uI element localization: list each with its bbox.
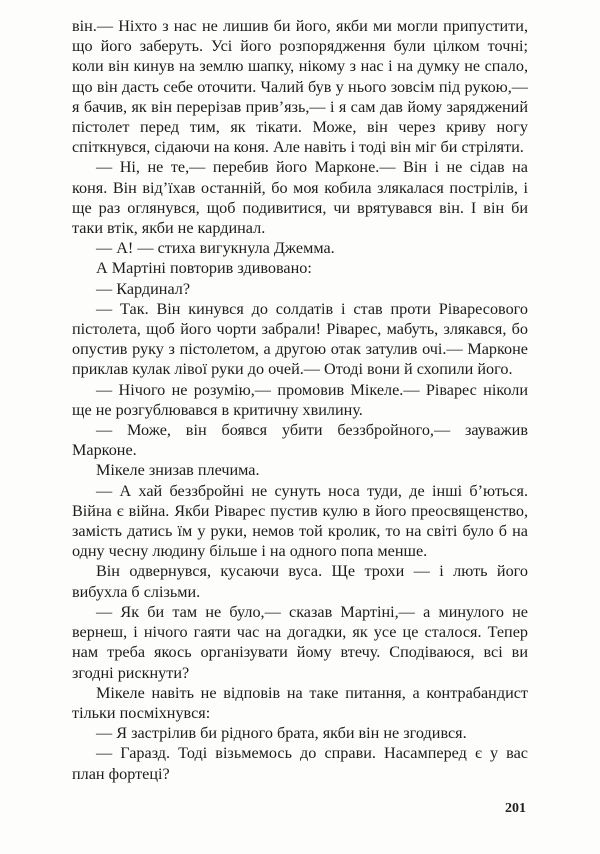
paragraph: — Як би там не було,— сказав Мартіні,— а минулого не вернеш, і нічого гаяти час на догадки, як усе це сталося. Тепер нам треба якось організувати йому втечу. Сподіваюся, всі ви згодні рискнути? xyxy=(72,602,528,682)
paragraph: він.— Ніхто з нас не лишив би його, якби ми могли припустити, що його заберуть. Усі його розпорядження були цілком точні; коли він кинув на землю шапку, нікому з нас і на думку не спало, що він дасть себе оточити. Чалий був у нього зовсім під рукою,— я бачив, як він перерізав прив’язь,— і я сам дав йому заряджений пістолет перед тим, як тікати. Може, він через криву ногу спіткнувся, сідаючи на коня. Але навіть і тоді він міг би стріляти. xyxy=(72,17,528,157)
paragraph: — Так. Він кинувся до солдатів і став проти Рівaресового пістолета, щоб його чорти забрали! Ріварес, мабуть, злякався, бо опустив руку з пістолетом, а другою отак затулив очі.— Марконе приклав кулак лівої руки до очей.— Отоді вони й схопили його. xyxy=(72,299,528,379)
page-number: 201 xyxy=(505,801,526,816)
paragraph: — А! — стиха вигукнула Джемма. xyxy=(96,239,335,258)
paragraph: — Може, він боявся убити беззбройного,— зауважив Марконе. xyxy=(72,421,528,460)
paragraph: Мікеле знизав плечима. xyxy=(96,461,260,480)
paragraph: — Ні, не те,— перебив його Марконе.— Він і не сідав на коня. Він від’їхав останній, бо моя кобила злякалася пострілів, і ще раз оглянувся, щоб подивитися, чи врятувався він. І він би таки втік, якби не кардинал. xyxy=(72,158,528,238)
paragraph: — Нічого не розумію,— промовив Мікеле.— Ріварес ніколи ще не розгублювався в критичну хвилину. xyxy=(72,380,528,419)
paragraph: — Кардинал? xyxy=(96,279,191,298)
body-text xyxy=(72,16,528,784)
paragraph: А Мартіні повторив здивовано: xyxy=(96,259,312,278)
paragraph: Він одвернувся, кусаючи вуса. Ще трохи — і лють його вибухла б слізьми. xyxy=(72,562,528,601)
paragraph: — Гаразд. Тоді візьмемось до справи. Насамперед є у вас план фортеці? xyxy=(72,744,528,783)
paragraph: — А хай беззбройні не сунуть носа туди, де інші б’ються. Війна є війна. Якби Ріварес пустив кулю в його преосвященство, замість датись їм у руки, немов той кролик, то на світі було б на одну чесну людину більше і на одного попа менше. xyxy=(72,481,528,561)
paragraph: Мікеле навіть не відповів на таке питання, а контрабандист тільки посміхнувся: xyxy=(72,683,528,722)
paragraph: — Я застрілив би рідного брата, якби він не згодився. xyxy=(96,724,467,743)
